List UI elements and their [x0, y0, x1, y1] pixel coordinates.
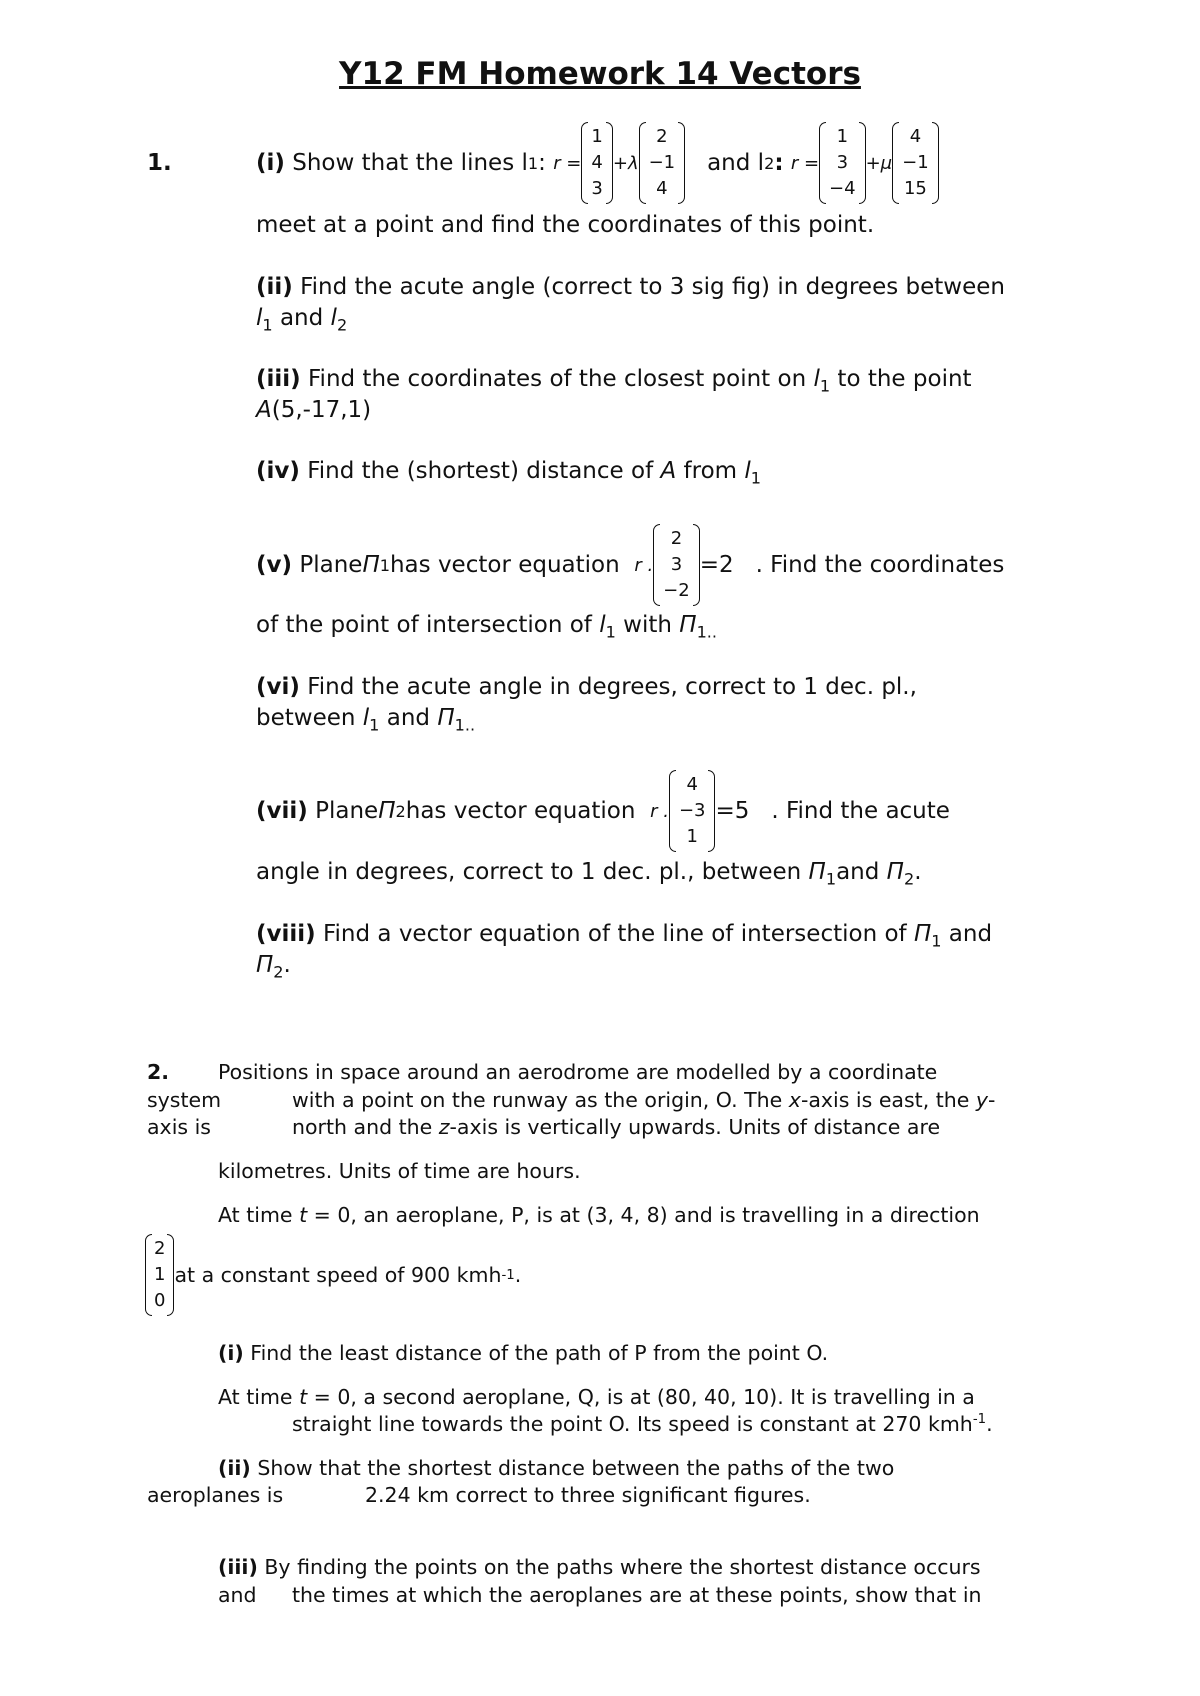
q1-iii-l: l — [813, 366, 820, 392]
q1-vii-line2-b: and — [836, 859, 887, 885]
q2-iii-text: By finding the points on the paths where the shortest distance occurs — [264, 1555, 981, 1579]
q1-vi-line1 — [256, 674, 917, 700]
q2-ii-line2-b: 2.24 km correct to three significant figures. — [365, 1483, 811, 1507]
q2-line5-b: = 0, an aeroplane, P, is at (3, 4, 8) and is travelling in a direction — [307, 1203, 980, 1227]
q1-v3-z: −4 — [829, 178, 856, 199]
q1-vii-text3: . Find the acute — [771, 798, 950, 824]
q2-dir-y: 1 — [154, 1264, 166, 1285]
q1-v-line2-pi: Π — [679, 612, 697, 638]
q1-vii-r: r . — [650, 800, 669, 822]
q1-viii-label: (viii) — [256, 921, 316, 947]
q1-v-r: r . — [634, 554, 654, 576]
q2-line7-t: t — [299, 1385, 308, 1409]
q1-iv-l: l — [744, 458, 751, 484]
q1-v4-z: 15 — [903, 178, 927, 199]
q1-viii-text2: and — [941, 921, 993, 947]
q1-i-label: (i) — [256, 150, 285, 176]
q1-ii-l2-sub: 2 — [336, 315, 348, 335]
q1-vii-pi-sub: 2 — [395, 801, 406, 821]
q2-line1: Positions in space around an aerodrome are modelled by a coordinate — [218, 1060, 938, 1084]
q1-r-eq: r = — [553, 152, 582, 174]
q1-vi-line2-lsub: 1 — [369, 715, 380, 735]
q1-ii-line1 — [256, 274, 1005, 300]
q1-v-line2-a: of the point of intersection of — [256, 612, 600, 638]
q1-v-line2-b: with — [615, 612, 680, 638]
q1-vi-line2-b: and — [379, 705, 438, 731]
q2-line5 — [218, 1203, 980, 1227]
q1-vii-line2-c: . — [914, 859, 922, 885]
q2-line7-a: At time — [218, 1385, 300, 1409]
q1-vii-text2: has vector equation — [405, 798, 636, 824]
q1-vector-2 — [639, 122, 686, 204]
q2-line7-b: = 0, a second aeroplane, Q, is at (80, 40, 10). It is travelling in a — [307, 1385, 975, 1409]
q1-iii-line2 — [256, 397, 371, 423]
q1-v-eq: =2 — [699, 552, 734, 578]
q1-v1-y: 4 — [591, 152, 603, 173]
q1-ii-text: Find the acute angle (correct to 3 sig fig) in degrees between — [300, 274, 1005, 300]
q2-line6 — [145, 1232, 521, 1318]
q1-iv-A: A — [660, 458, 677, 484]
q1-r-eq2: r = — [790, 152, 820, 174]
q2-line6-a: at a constant speed of 900 kmh — [174, 1263, 502, 1287]
q1-viii-line2-sub: 2 — [273, 962, 284, 982]
q1-iii-text: Find the coordinates of the closest point on — [308, 366, 814, 392]
q2-number: 2. — [147, 1060, 170, 1084]
q1-v2-z: 4 — [656, 178, 668, 199]
q2-line3-z: z — [438, 1115, 450, 1139]
q1-vii-vec-z: 1 — [686, 826, 698, 847]
q1-v1-z: 3 — [591, 178, 603, 199]
q1-v-normal-vector — [653, 524, 700, 606]
q1-vector-4 — [892, 122, 939, 204]
q1-vii-normal-vector — [669, 770, 716, 852]
q2-dir-z: 0 — [154, 1290, 166, 1311]
q1-i-line2: meet at a point and find the coordinates of this point. — [256, 212, 875, 238]
q1-number: 1. — [147, 150, 172, 176]
q1-viii-pi: Π — [913, 921, 932, 947]
q1-iv-label: (iv) — [256, 458, 300, 484]
q1-v2-y: −1 — [648, 152, 676, 173]
q2-line5-a: At time — [218, 1203, 300, 1227]
q1-i-text: Show that the lines l — [292, 150, 528, 176]
q1-iv-text2: from — [676, 458, 745, 484]
q2-i-text: Find the least distance of the path of P from the point O. — [250, 1341, 829, 1365]
q1-v-label: (v) — [256, 552, 293, 578]
q2-i-line — [218, 1341, 828, 1365]
q1-vector-1 — [581, 122, 612, 204]
q1-iii-label: (iii) — [256, 366, 301, 392]
q2-ii-line2-a: aeroplanes is — [147, 1483, 284, 1507]
q2-iii-line1 — [218, 1555, 981, 1579]
q2-line2-y: y — [975, 1088, 989, 1112]
q1-vi-text: Find the acute angle in degrees, correct to 1 dec. pl., — [307, 674, 917, 700]
q1-v4-y: −1 — [902, 152, 929, 173]
q1-iii-coords: (5,-17,1) — [271, 397, 372, 423]
q1-v-line2-l: l — [599, 612, 606, 638]
q2-iii-line2-a: and — [218, 1583, 257, 1607]
q2-line2-d: - — [988, 1088, 996, 1112]
q2-iii-label: (iii) — [218, 1555, 258, 1579]
q1-vii-label: (vii) — [256, 798, 308, 824]
q2-dir-x: 2 — [154, 1238, 166, 1259]
q2-ii-text: Show that the shortest distance between the paths of the two — [257, 1456, 895, 1480]
q1-iii-line1 — [256, 366, 972, 396]
q1-v2-x: 2 — [656, 126, 668, 147]
q1-l2-sub: 2 — [764, 153, 775, 173]
q1-vi-label: (vi) — [256, 674, 300, 700]
q1-v1-x: 1 — [591, 126, 603, 147]
q1-v3-y: 3 — [836, 152, 849, 173]
q1-viii-line2 — [256, 952, 291, 982]
q2-line2-a: system — [147, 1088, 222, 1112]
q1-v-line1 — [256, 520, 1004, 610]
q1-vii-pi: Π — [378, 798, 396, 824]
q1-vii-line1 — [256, 766, 950, 856]
q2-line3-a: axis is — [147, 1115, 211, 1139]
q1-vii-line2-pi1sub: 1 — [825, 869, 837, 889]
q2-line2 — [292, 1088, 995, 1112]
q1-iv-sub: 1 — [750, 468, 762, 488]
q2-ii-label: (ii) — [218, 1456, 251, 1480]
q2-line3-b: north and the — [292, 1115, 439, 1139]
q1-v-vec-z: −2 — [663, 580, 690, 601]
q1-vii-line2-pi2sub: 2 — [903, 869, 915, 889]
q2-line8-b: . — [986, 1412, 993, 1436]
q1-v-vec-y: 3 — [670, 554, 683, 575]
q1-vii-vec-y: −3 — [678, 800, 706, 821]
q2-i-label: (i) — [218, 1341, 244, 1365]
q1-plus-lambda: +λ — [612, 152, 639, 174]
q1-vector-3 — [819, 122, 866, 204]
q1-vi-line2-l: l — [362, 705, 370, 731]
q1-vi-line2-a: between — [256, 705, 363, 731]
q1-iii-A: A — [256, 397, 272, 423]
q1-ii-l1: l — [256, 305, 263, 331]
q1-v-line2 — [256, 612, 717, 642]
q1-iii-text2: to the point — [830, 366, 972, 392]
q1-l1-sub: 1 — [527, 153, 539, 173]
q1-viii-line1 — [256, 921, 992, 951]
q2-line2-c: -axis is east, the — [800, 1088, 976, 1112]
q1-colon-b: : — [774, 150, 784, 176]
q2-line7 — [218, 1385, 975, 1409]
q1-vii-line2-a: angle in degrees, correct to 1 dec. pl., between — [256, 859, 809, 885]
q1-v-text2: has vector equation — [389, 552, 620, 578]
q1-viii-line2-c: . — [283, 952, 291, 978]
q1-viii-text: Find a vector equation of the line of intersection of — [322, 921, 914, 947]
q1-iii-sub: 1 — [819, 376, 831, 396]
q1-viii-pi-sub: 1 — [931, 931, 942, 951]
q1-v-line2-pisub: 1.. — [696, 622, 718, 642]
q1-v-line2-lsub: 1 — [605, 622, 616, 642]
q1-vii-text: Plane — [315, 798, 379, 824]
q1-vi-line2-pisub: 1.. — [454, 715, 476, 735]
q1-vi-line2 — [256, 705, 475, 735]
q2-ii-line1 — [218, 1456, 894, 1480]
q2-line8 — [292, 1412, 993, 1436]
q1-ii-and: and — [272, 305, 331, 331]
q1-vi-line2-pi: Π — [437, 705, 455, 731]
q2-line3 — [292, 1115, 940, 1139]
q1-ii-label: (ii) — [256, 274, 293, 300]
q1-v-text: Plane — [299, 552, 363, 578]
q1-colon: : — [538, 150, 546, 176]
q1-vii-vec-x: 4 — [686, 774, 698, 795]
q2-iii-line2-b: the times at which the aeroplanes are at these points, show that in — [292, 1583, 982, 1607]
q1-v-pi-sub: 1 — [379, 555, 390, 575]
q1-and-l2: and l — [707, 150, 765, 176]
q2-line8-a: straight line towards the point O. Its speed is constant at 270 kmh — [292, 1412, 973, 1436]
page-title: Y12 FM Homework 14 Vectors — [339, 56, 861, 92]
q2-line5-t: t — [299, 1203, 308, 1227]
q2-direction-vector — [145, 1234, 174, 1316]
q2-line2-b: with a point on the runway as the origin, O. The — [292, 1088, 789, 1112]
q2-line4: kilometres. Units of time are hours. — [218, 1159, 581, 1183]
q1-v4-x: 4 — [909, 126, 922, 147]
q1-v3-x: 1 — [836, 126, 849, 147]
q1-vii-line2-pi1: Π — [808, 859, 826, 885]
q1-v-text3: . Find the coordinates — [755, 552, 1005, 578]
q1-ii-l1-sub: 1 — [262, 315, 273, 335]
q1-ii-line2 — [256, 305, 347, 335]
q2-line6-b: . — [514, 1263, 522, 1287]
q2-line8-sup: -1 — [972, 1412, 987, 1428]
q1-viii-line2-pi: Π — [256, 952, 274, 978]
q1-vii-eq: =5 — [715, 798, 750, 824]
q2-line3-c: -axis is vertically upwards. Units of distance are — [449, 1115, 941, 1139]
q1-v-vec-x: 2 — [670, 528, 683, 549]
q2-line6-sup: -1 — [501, 1267, 515, 1283]
q1-ii-l2: l — [330, 305, 337, 331]
q1-v-pi: Π — [362, 552, 380, 578]
q1-iv-line — [256, 458, 761, 488]
q1-i-line1 — [256, 118, 939, 208]
q1-plus-mu: +μ — [865, 152, 893, 174]
q1-iv-text: Find the (shortest) distance of — [307, 458, 661, 484]
q2-line2-x: x — [788, 1088, 801, 1112]
q1-vii-line2-pi2: Π — [886, 859, 904, 885]
q1-vii-line2 — [256, 859, 922, 889]
